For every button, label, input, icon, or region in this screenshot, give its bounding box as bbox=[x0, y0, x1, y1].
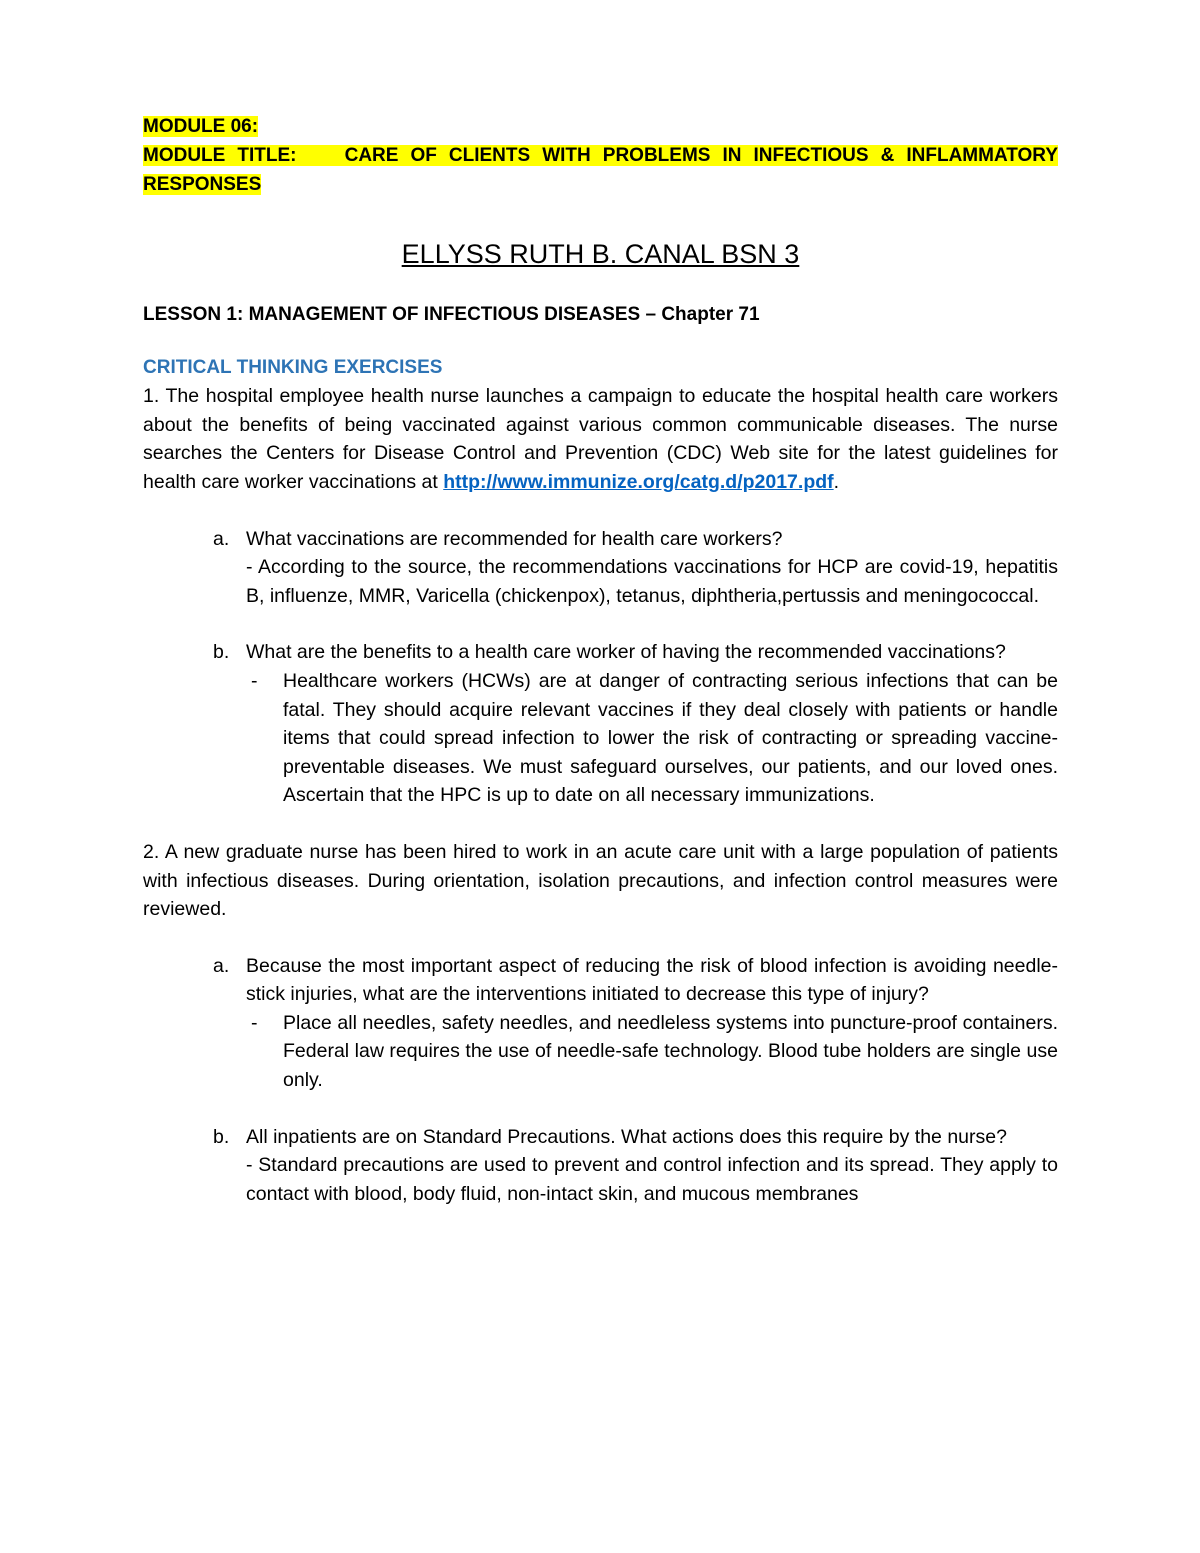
question-2a bbox=[143, 952, 1058, 1095]
question-1b-question: What are the benefits to a health care worker of having the recommended vaccinations? bbox=[246, 641, 1006, 664]
question-2b-text bbox=[143, 1123, 1058, 1152]
cdc-guidelines-link[interactable]: http://www.immunize.org/catg.d/p2017.pdf bbox=[443, 470, 834, 493]
question-1a-text bbox=[143, 525, 1058, 554]
answer-2a-dash: - bbox=[251, 1011, 258, 1034]
module-number-text: MODULE 06: bbox=[143, 116, 259, 137]
section-title: CRITICAL THINKING EXERCISES bbox=[143, 356, 443, 378]
question-1-stem-text: 1. The hospital employee health nurse launches a campaign to educate the hospital health care workers about the benefits of being vaccinated against various common communicable diseases. The nurse searches the Centers for Disease Control and Prevention (CDC) Web site for the latest guidelines for health care worker vaccinations at bbox=[143, 385, 1058, 493]
question-1a-letter: a. bbox=[213, 527, 230, 550]
question-1-stem bbox=[143, 382, 1058, 496]
question-2b-letter: b. bbox=[213, 1125, 230, 1148]
document-page bbox=[143, 112, 1058, 1208]
answer-1b-dash: - bbox=[251, 669, 258, 692]
question-2a-question: Because the most important aspect of reducing the risk of blood infection is avoiding needle-stick injuries, what are the interventions initiated to decrease this type of injury? bbox=[246, 954, 1058, 1006]
question-1b-text bbox=[143, 638, 1058, 667]
answer-2b: - Standard precautions are used to prevent and control infection and its spread. They apply to contact with blood, body fluid, non-intact skin, and mucous membranes bbox=[246, 1154, 1058, 1205]
module-title bbox=[143, 141, 1058, 199]
question-2-stem: 2. A new graduate nurse has been hired to work in an acute care unit with a large population of patients with infectious diseases. During orientation, isolation precautions, and infection control measures were reviewed. bbox=[143, 840, 1058, 921]
question-2a-text bbox=[143, 952, 1058, 1009]
module-number bbox=[143, 112, 1058, 141]
answer-1a: - According to the source, the recommendations vaccinations for HCP are covid-19, hepatitis B, influenze, MMR, Varicella (chickenpox), tetanus, diphtheria,pertussis and meningococcal. bbox=[246, 556, 1058, 607]
question-1a bbox=[143, 525, 1058, 611]
question-1b-letter: b. bbox=[213, 641, 230, 664]
question-2b-question: All inpatients are on Standard Precautions. What actions does this require by the nurse? bbox=[246, 1125, 1007, 1148]
answer-2a bbox=[143, 1009, 1058, 1095]
answer-1b-text: Healthcare workers (HCWs) are at danger of contracting serious infections that can be fatal. They should acquire relevant vaccines if they deal closely with patients or handle items that could spread infection to lower the risk of contracting or spreading vaccine-preventable diseases. We must safeguard ourselves, our patients, and our loved ones. Ascertain that the HPC is up to date on all necessary immunizations. bbox=[283, 669, 1058, 807]
question-2b bbox=[143, 1123, 1058, 1209]
lesson-heading: LESSON 1: MANAGEMENT OF INFECTIOUS DISEASES – Chapter 71 bbox=[143, 304, 760, 325]
answer-2a-text: Place all needles, safety needles, and needleless systems into puncture-proof containers. Federal law requires the use of needle-safe technology. Blood tube holders are single use only. bbox=[283, 1011, 1058, 1092]
answer-1b bbox=[143, 667, 1058, 810]
question-1a-question: What vaccinations are recommended for health care workers? bbox=[246, 527, 783, 550]
question-1b bbox=[143, 638, 1058, 810]
module-title-text: CARE OF CLIENTS WITH PROBLEMS IN INFECTIOUS & INFLAMMATORY RESPONSES bbox=[143, 145, 1058, 195]
author-name: ELLYSS RUTH B. CANAL BSN 3 bbox=[401, 239, 800, 269]
question-2a-letter: a. bbox=[213, 954, 230, 977]
module-title-label: MODULE TITLE: bbox=[143, 145, 297, 166]
question-1-stem-end: . bbox=[833, 470, 840, 493]
